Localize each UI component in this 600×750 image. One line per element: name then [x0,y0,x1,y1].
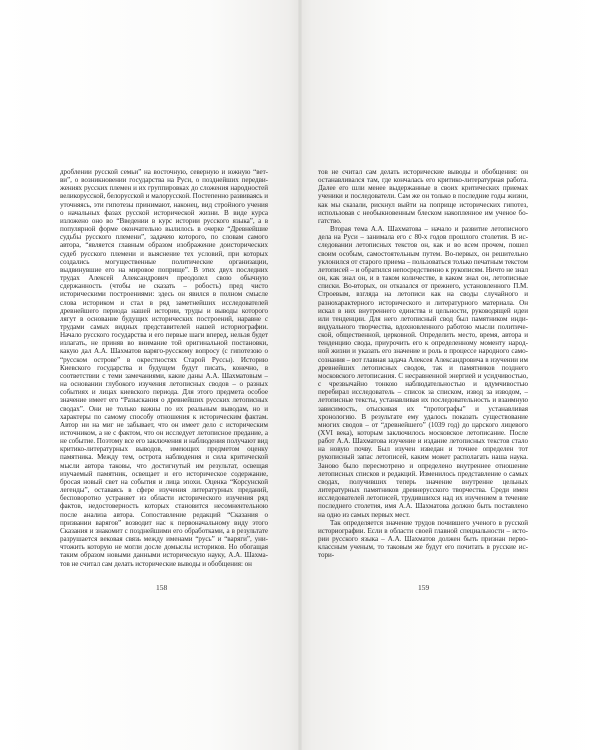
book-gutter [298,0,302,750]
right-page-number: 159 [418,583,430,592]
right-paragraph: Вторая тема А.А. Шахматова – начало и развитие летописного дела на Руси – занимала его с 80-х годов прошлого столетия. В исследовании летописных текстов он, как и во всем прочем, пошел своим особым, самостоятельным путем. Во-первых, он решительно уклонился от старого приема – пользоваться только печатным текстом летописей – и обратился непосредственно к рукописям. Ничто не знал он, как знал он, и в таком количестве, в каком знал он, летописные списки. Во-вторых, он отказался от прежнего, установленного П.М. Строевым, взгляда на летописи как на своды случайного и разнохарактерного исторического и литературного материала. Он искал в них внутреннего единства и цельности, руководящей идеи или тенденции. Для него летописный свод был памятником индивидуального творчества, вдохновленного работою мысли политической, общественной, церковной. Определить место, время, автора и тенденцию свода, приурочить его к определенному моменту народной жизни и указать его значение и роль в процессе народного самосознания – вот главная задача Алексея Александровича в изучении им древнейших летописных сводов, так и памятников позднего московского летописания. С несравненной энергией и усидчивостью, с чрезвычайно тонкою наблюдательностью и вдумчивостью перебирал исследователь – список за списком, извод за изводом, – летописные тексты, устанавливая их последовательность и взаимную зависимость, отыскивая их “протографы” и устанавливая хронологию. В результате ему удалось показать существование многих сводов – от “древнейшего” (1039 год) до царского лицевого (XVI века), которым заключилось московское летописание. После работ А.А. Шахматова изучение и издание летописных текстов стало на новую почву. Был изучен изведан и точнее определен тот рукописный запас летописей, каким может располагать наша наука. Заново было пересмотрено и определено внутреннее отношение летописных списков и редакций. Изменилось представление о самых сводах, получивших теперь значение внутренне цельных литературных памятников древнерусского творчества. Среди имен исследователей летописей, трудившихся над их изучением в течение последнего столетия, имя А.А. Шахматова должно быть поставлено на одно из самых первых мест. [318,225,528,519]
right-paragraph: Так определяется значение трудов почившего ученого в русской историографии. Если в области своей главной специальности – истории русского языка – А.А. Шахматов должен быть признан первоклассным ученым, то таковым же будут его почитать в русские истори- [318,518,528,560]
left-page-text [60,168,268,572]
right-paragraph: тов не считал сам делать исторические выводы и обобщения: он останавливался там, где кончалась его критико-литературная работа. Далее его шли менее выдержанные в своих критических приемах ученики и последователи. Сам же он только в последние годы жизни, как мы сказали, рискнул выйти на поприще исторических гипотез, использовав с необыкновенным блеском накопленное им ученое богатство. [318,168,528,225]
right-page-text [318,168,528,572]
left-paragraph: дроблении русской семьи” на восточную, северную и южную “ветви”, о возникновении государства на Руси, о позднейших передвижениях русских племен и их группировках до сложения народностей великорусской, белорусской и малорусской. Постепенно развиваясь и уточняясь, эти гипотезы принимают, наконец, вид стройного учения о начальных фазах русской исторической жизни. В виде курса изложено оно во “Введении в курс истории русского языка”, а в популярной форме окончательно вылилось в очерке “Древнейшие судьбы русского племени”, задачею которого, по словам самого автора, “является главным образом изображение доисторических судеб русского племени и выяснение тех условий, при которых создались могущественные политические организации, выдвинувшие его на мировое поприще”. В этих двух последних трудах Алексей Александрович преодолел свою обычную сдержанность (чтобы не сказать – робость) пред чисто историческими построениями: здесь он явился в полном смысле слова историком и стал в ряд заметнейших исследователей древнейшего периода нашей истории, труды и выводы которого лягут в основание будущих исторических построений, наравне с трудами самых видных представителей нашей историографии. Начало русского государства и его первые шаги вперед, нельзя будет излагать, не приняв во внимание той оригинальной постановки, какую дал А.А. Шахматов варяго-русскому вопросу (с гипотезою о “русском острове” в окрестностях Старой Руссы). Историю Киевского государства и будущем будут писать, конечно, в соответствии с теми замечаниями, какие даны А.А. Шахматовым – на основании глубокого изучения летописных сводов – о разных событиях и лицах киевского периода. Для этого предмета особое значение имеет его “Разыскания о древнейших русских летописных сводах”. Они не только важны по их реальным выводам, но и характеры по самому способу отношения к историческим фактам. Автор ни на миг не забывает, что он имеет дело с историческим источником, а не с фактом, что он исследует летописное предание, а не событие. Поэтому все его заключения и наблюдения получают вид критико-литературных выводов, имеющих предметом оценку памятника. Между тем, острота наблюдения и сила критической мысли автора таковы, что достигнутый им результат, освещая изучаемый памятник, освещает и его историческое содержание, бросая новый свет на события и лица эпохи. Оценка “Корсунской легенды”, оставаясь в сфере изучения литературных преданий, бесповоротно устраняет из области исторического изучения ряд фактов, недостоверность которых становится несомнентельною после анализа автора. Сопоставление редакций “Сказания о призвании варягов” возводит нас к первоначальному виду этого Сказания и знакомит с позднейшими его обработками, а в результате разрушается вековая связь между именами “русь” и “варяги”, уничтожить которую не могли досле домыслы историков. Но обогащая таким образом новыми данными историческую науку, А.А. Шахматов не считал сам делать исторические выводы и обобщения: он [60,168,268,568]
left-page-number: 158 [156,583,168,592]
